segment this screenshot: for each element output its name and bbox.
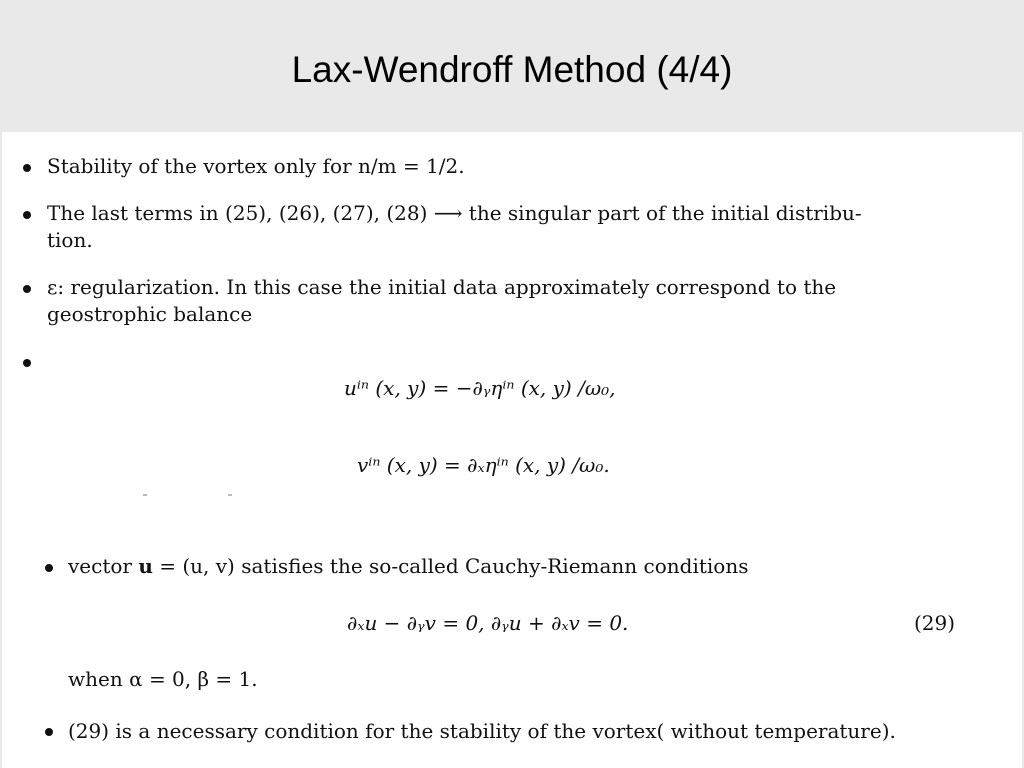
vector-prefix: vector — [68, 554, 139, 578]
bullet-stability: Stability of the vortex only for n/m = 1/2. — [47, 154, 465, 178]
vector-rest: = (u, v) satisfies the so-called Cauchy-Riemann conditions — [152, 554, 749, 578]
equation-u-in: uⁱⁿ (x, y) = −∂ᵧηⁱⁿ (x, y) /ω₀, — [344, 376, 616, 400]
bullet-dot — [45, 564, 53, 572]
bullet-dot — [23, 211, 31, 219]
bullet-dot — [23, 164, 31, 172]
scan-artifact — [143, 494, 147, 496]
vector-cauchy-riemann — [68, 553, 748, 579]
bullet-regularization-line2: geostrophic balance — [47, 302, 253, 326]
bullet-dot — [45, 728, 53, 736]
equation-number-29: (29) — [914, 611, 956, 635]
cauchy-riemann-equation: ∂ₓu − ∂ᵧv = 0, ∂ᵧu + ∂ₓv = 0. — [347, 611, 629, 635]
bullet-dot — [23, 285, 31, 293]
slide-content — [2, 132, 1022, 768]
bullet-last-terms-line1: The last terms in (25), (26), (27), (28) ⟶ the singular part of the initial distribu- — [47, 201, 862, 225]
equation-v-in: vⁱⁿ (x, y) = ∂ₓηⁱⁿ (x, y) /ω₀. — [357, 453, 610, 477]
bullet-last-terms-line2: tion. — [47, 228, 93, 252]
slide-title: Lax-Wendroff Method (4/4) — [291, 49, 733, 90]
bullet-dot — [23, 359, 31, 367]
vector-u-bold: u — [138, 554, 153, 578]
when-condition: when α = 0, β = 1. — [68, 667, 258, 691]
bullet-regularization-line1: ε: regularization. In this case the initial data approximately correspond to the — [47, 275, 837, 299]
scan-artifact — [228, 494, 232, 496]
bullet-necessary-condition: (29) is a necessary condition for the stability of the vortex( without temperature). — [68, 719, 896, 743]
